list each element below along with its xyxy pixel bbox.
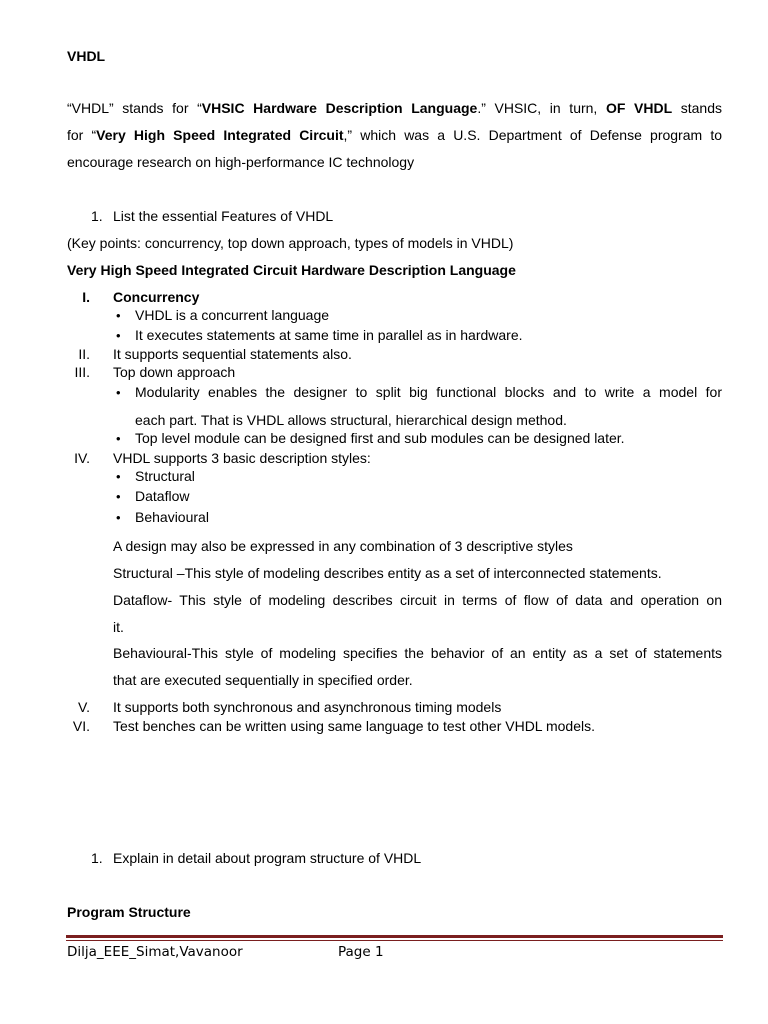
- item-number: I.: [82, 289, 90, 305]
- bullet-text: It executes statements at same time in parallel as in hardware.: [135, 327, 523, 343]
- intro-text: for “: [67, 127, 97, 143]
- bullet-icon: •: [116, 385, 121, 400]
- style-paragraph: Dataflow- This style of modeling describes circuit in terms of flow of data and operation on: [113, 592, 722, 608]
- bullet-text: Dataflow: [135, 488, 190, 504]
- bullet-icon: •: [116, 489, 121, 504]
- bullet-icon: •: [116, 308, 121, 323]
- style-paragraph: Structural –This style of modeling describes entity as a set of interconnected statements.: [113, 565, 662, 581]
- intro-text: “VHDL” stands for “: [67, 100, 202, 116]
- bullet-text-continued: each part. That is VHDL allows structural, hierarchical design method.: [135, 412, 567, 428]
- intro-text: ,” which was a U.S. Department of Defense program to: [343, 127, 722, 143]
- footer-rule-thin: [66, 940, 723, 941]
- intro-line-3: encourage research on high-performance IC technology: [67, 154, 415, 170]
- section-subtitle: Very High Speed Integrated Circuit Hardware Description Language: [67, 262, 516, 278]
- intro-bold-term: VHSIC Hardware Description Language: [201, 100, 478, 116]
- style-paragraph: Behavioural-This style of modeling specifies the behavior of an entity as a set of statements: [113, 645, 722, 661]
- item-heading: Concurrency: [113, 289, 200, 305]
- intro-text: stands: [672, 100, 722, 116]
- bullet-icon: •: [116, 328, 121, 343]
- item-number: IV.: [74, 450, 90, 466]
- question-1-text: List the essential Features of VHDL: [113, 208, 334, 224]
- bullet-text: Behavioural: [135, 509, 209, 525]
- key-points: (Key points: concurrency, top down approach, types of models in VHDL): [67, 235, 514, 251]
- footer-rule-thick: [66, 935, 723, 938]
- style-paragraph: A design may also be expressed in any combination of 3 descriptive styles: [113, 538, 573, 554]
- bullet-text: Top level module can be designed first and sub modules can be designed later.: [135, 430, 625, 446]
- item-text: It supports sequential statements also.: [113, 346, 352, 362]
- style-paragraph-continued: that are executed sequentially in specified order.: [113, 672, 413, 688]
- question-2-number: 1.: [91, 850, 103, 866]
- item-number: VI.: [72, 718, 90, 734]
- item-number: III.: [74, 364, 90, 380]
- bullet-icon: •: [116, 469, 121, 484]
- section-heading: Program Structure: [67, 904, 191, 920]
- footer-author: Dilja_EEE_Simat,Vavanoor: [67, 944, 243, 960]
- item-number: V.: [78, 699, 90, 715]
- bullet-text: VHDL is a concurrent language: [135, 307, 330, 323]
- item-text: VHDL supports 3 basic description styles:: [113, 450, 371, 466]
- intro-text: .” VHSIC, in turn,: [477, 100, 606, 116]
- bullet-icon: •: [116, 510, 121, 525]
- question-1-number: 1.: [91, 208, 103, 224]
- item-text: It supports both synchronous and asynchronous timing models: [113, 699, 502, 715]
- bullet-icon: •: [116, 431, 121, 446]
- footer-page-number: Page 1: [338, 944, 384, 960]
- item-number: II.: [78, 346, 90, 362]
- intro-line-2: [67, 127, 722, 143]
- item-text: Top down approach: [113, 364, 236, 380]
- question-2-text: Explain in detail about program structure of VHDL: [113, 850, 422, 866]
- intro-line-1: [67, 100, 722, 116]
- item-text: Test benches can be written using same language to test other VHDL models.: [113, 718, 595, 734]
- style-paragraph-continued: it.: [113, 619, 124, 635]
- intro-bold-term: Very High Speed Integrated Circuit: [96, 127, 344, 143]
- doc-title: VHDL: [67, 48, 106, 64]
- intro-bold-term: OF VHDL: [605, 100, 673, 116]
- bullet-text: Modularity enables the designer to split big functional blocks and to write a model for: [135, 384, 722, 400]
- bullet-text: Structural: [135, 468, 195, 484]
